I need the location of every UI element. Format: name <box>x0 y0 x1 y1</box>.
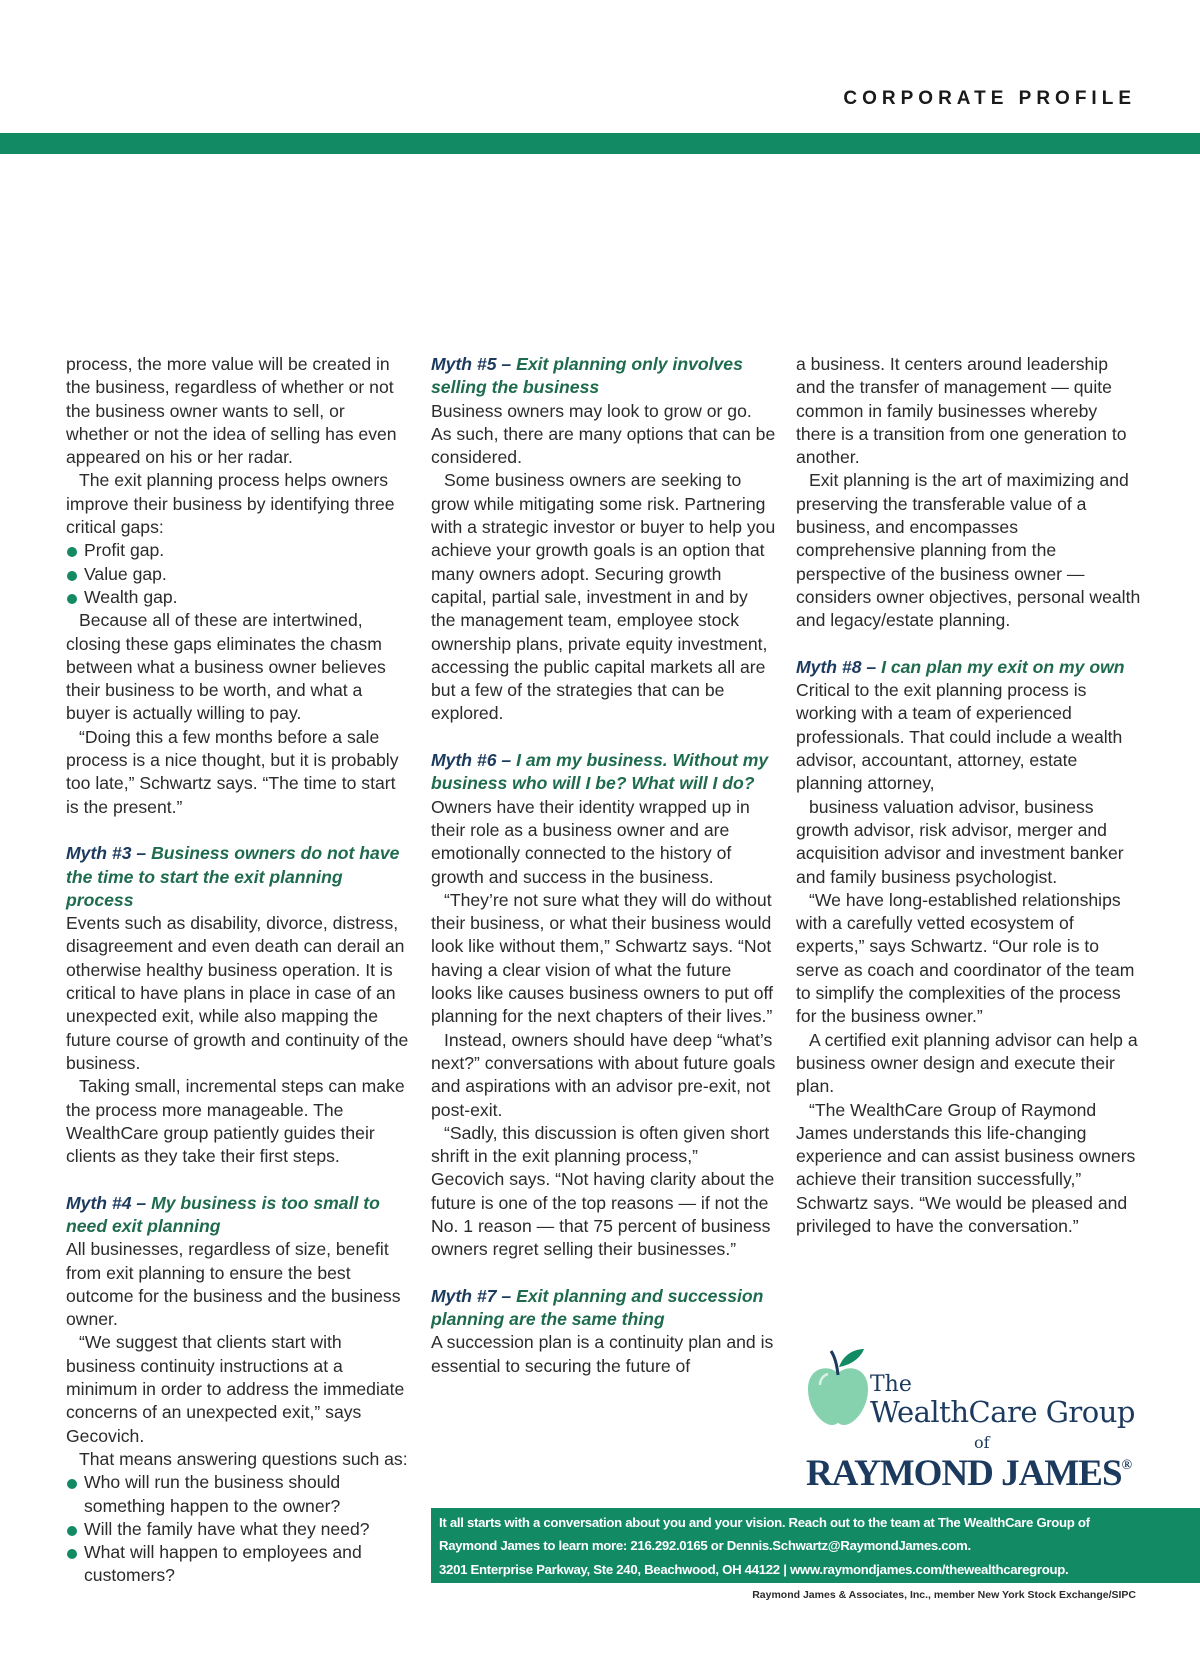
myth-6-heading: Myth #6 – I am my business. Without my business who will I be? What will I do? <box>431 750 769 794</box>
contact-banner <box>431 1508 1200 1583</box>
myth-7-heading: Myth #7 – Exit planning and succession planning are the same thing <box>431 1285 764 1330</box>
paragraph: Events such as disability, divorce, distress, disagreement and even death can derail an otherwise healthy business operation. It is critical to have plans in place in case of an unexpected exit, while also mapping the future course of growth and continuity of the business. <box>66 913 409 1073</box>
paragraph: Instead, owners should have deep “what’s next?” conversations with about future goals and aspirations with an advisor pre-exit, not post-exit. <box>431 1029 776 1120</box>
paragraph: business valuation advisor, business growth advisor, risk advisor, merger and acquisition advisor and investment banker and family business psychologist. <box>796 796 1124 887</box>
disclaimer: Raymond James & Associates, Inc., member New York Stock Exchange/SIPC <box>752 1589 1136 1601</box>
paragraph: A certified exit planning advisor can help a business owner design and execute their plan. <box>796 1029 1138 1097</box>
bullet-icon <box>67 1526 77 1536</box>
header-band <box>0 133 1200 154</box>
paragraph: A succession plan is a continuity plan and is essential to securing the future of <box>431 1332 774 1376</box>
paragraph: Exit planning is the art of maximizing and preserving the transferable value of a business, and encompasses comprehensive planning from the perspective of the business owner — considers owner objectives, personal wealth and legacy/estate planning. <box>796 470 1141 631</box>
bullet-icon <box>67 547 77 557</box>
column-3 <box>796 353 1141 1238</box>
logo-the: The <box>870 1372 912 1397</box>
paragraph: Because all of these are intertwined, closing these gaps eliminates the chasm between what a business owner believes their business to be worth, and what a buyer is actually willing to pay. <box>66 610 386 724</box>
section-label: CORPORATE PROFILE <box>843 88 1136 109</box>
paragraph: All businesses, regardless of size, benefit from exit planning to ensure the best outcome for the business and the business owner. <box>66 1239 401 1330</box>
myth-8-heading: Myth #8 – I can plan my exit on my own <box>796 656 1125 677</box>
questions-list <box>66 1471 411 1587</box>
paragraph: The exit planning process helps owners improve their business by identifying three critical gaps: <box>66 470 395 538</box>
column-2 <box>431 353 776 1378</box>
list-item: Value gap. <box>66 563 411 586</box>
list-item: What will happen to employees and customers? <box>66 1541 411 1588</box>
wealthcare-logo <box>796 1345 1136 1495</box>
list-item: Profit gap. <box>66 539 411 562</box>
paragraph: Some business owners are seeking to grow while mitigating some risk. Partnering with a strategic investor or buyer to help you achieve your growth goals is an option that many owners adopt. Securing growth capital, partial sale, investment in and by the management team, employee stock ownership plans, private equity investment, accessing the public capital markets all are but a few of the strategies that can be explored. <box>431 470 776 724</box>
paragraph: Owners have their identity wrapped up in their role as a business owner and are emotionally connected to the history of growth and success in the business. <box>431 796 750 887</box>
list-item: Who will run the business should something happen to the owner? <box>66 1471 411 1518</box>
paragraph: “The WealthCare Group of Raymond James understands this life-changing experience and can assist business owners achieve their transition successfully,” Schwartz says. “We would be pleased and privileged to have the conversation.” <box>796 1099 1136 1236</box>
logo-firm: RAYMOND JAMES® <box>806 1453 1132 1494</box>
contact-line: 3201 Enterprise Parkway, Ste 240, Beachwood, OH 44122 | www.raymondjames.com/thewealthcaregroup. <box>439 1561 1069 1577</box>
list-item: Will the family have what they need? <box>66 1518 411 1541</box>
column-1 <box>66 353 411 1588</box>
contact-line: It all starts with a conversation about you and your vision. Reach out to the team at The WealthCare Group of <box>439 1515 1090 1530</box>
logo-name: WealthCare Group <box>870 1395 1135 1429</box>
bullet-icon <box>67 594 77 604</box>
myth-3-heading: Myth #3 – Business owners do not have the time to start the exit planning process <box>66 843 400 910</box>
bullet-icon <box>67 571 77 581</box>
paragraph: Business owners may look to grow or go. As such, there are many options that can be considered. <box>431 400 776 468</box>
paragraph: Critical to the exit planning process is working with a team of experienced professionals. That could include a wealth advisor, accountant, attorney, estate planning attorney, <box>796 680 1123 794</box>
paragraph: Taking small, incremental steps can make the process more manageable. The WealthCare group patiently guides their clients as they take their first steps. <box>66 1076 405 1167</box>
paragraph: “Doing this a few months before a sale process is a nice thought, but it is probably too late,” Schwartz says. “The time to start is the present.” <box>66 726 399 817</box>
gaps-list <box>66 539 411 609</box>
logo-of: of <box>974 1433 990 1452</box>
paragraph: “They’re not sure what they will do without their business, or what their business would look like without them,” Schwartz says. “Not having a clear vision of what the future looks like causes business owners to put off planning for the next chapters of their lives.” <box>431 889 773 1027</box>
paragraph: process, the more value will be created in the business, regardless of whether or not the business owner wants to sell, or whether or not the idea of selling has even appeared on his or her radar. <box>66 354 397 468</box>
paragraph: a business. It centers around leadership and the transfer of management — quite common in family businesses whereby there is a transition from one generation to another. <box>796 354 1127 468</box>
myth-5-heading: Myth #5 – Exit planning only involves selling the business <box>431 354 743 398</box>
bullet-icon <box>67 1549 77 1559</box>
list-item: Wealth gap. <box>66 586 411 609</box>
myth-4-heading: Myth #4 – My business is too small to need exit planning <box>66 1192 380 1236</box>
registered-mark: ® <box>1121 1458 1132 1473</box>
paragraph: “Sadly, this discussion is often given short shrift in the exit planning process,” Gecovich says. “Not having clarity about the future is one of the top reasons — if not the No. 1 reason — that 75 percent of business owners regret selling their businesses.” <box>431 1122 775 1260</box>
bullet-icon <box>67 1479 77 1489</box>
apple-icon <box>806 1345 870 1429</box>
paragraph: “We suggest that clients start with business continuity instructions at a minimum in order to address the immediate concerns of an unexpected exit,” says Gecovich. <box>66 1332 405 1446</box>
paragraph: “We have long-established relationships with a carefully vetted ecosystem of experts,” says Schwartz. “Our role is to serve as coach and coordinator of the team to simplify the complexities of the process for the business owner.” <box>796 889 1135 1027</box>
paragraph: That means answering questions such as: <box>79 1448 408 1469</box>
contact-line: Raymond James to learn more: 216.292.0165 or Dennis.Schwartz@RaymondJames.com. <box>439 1538 971 1554</box>
